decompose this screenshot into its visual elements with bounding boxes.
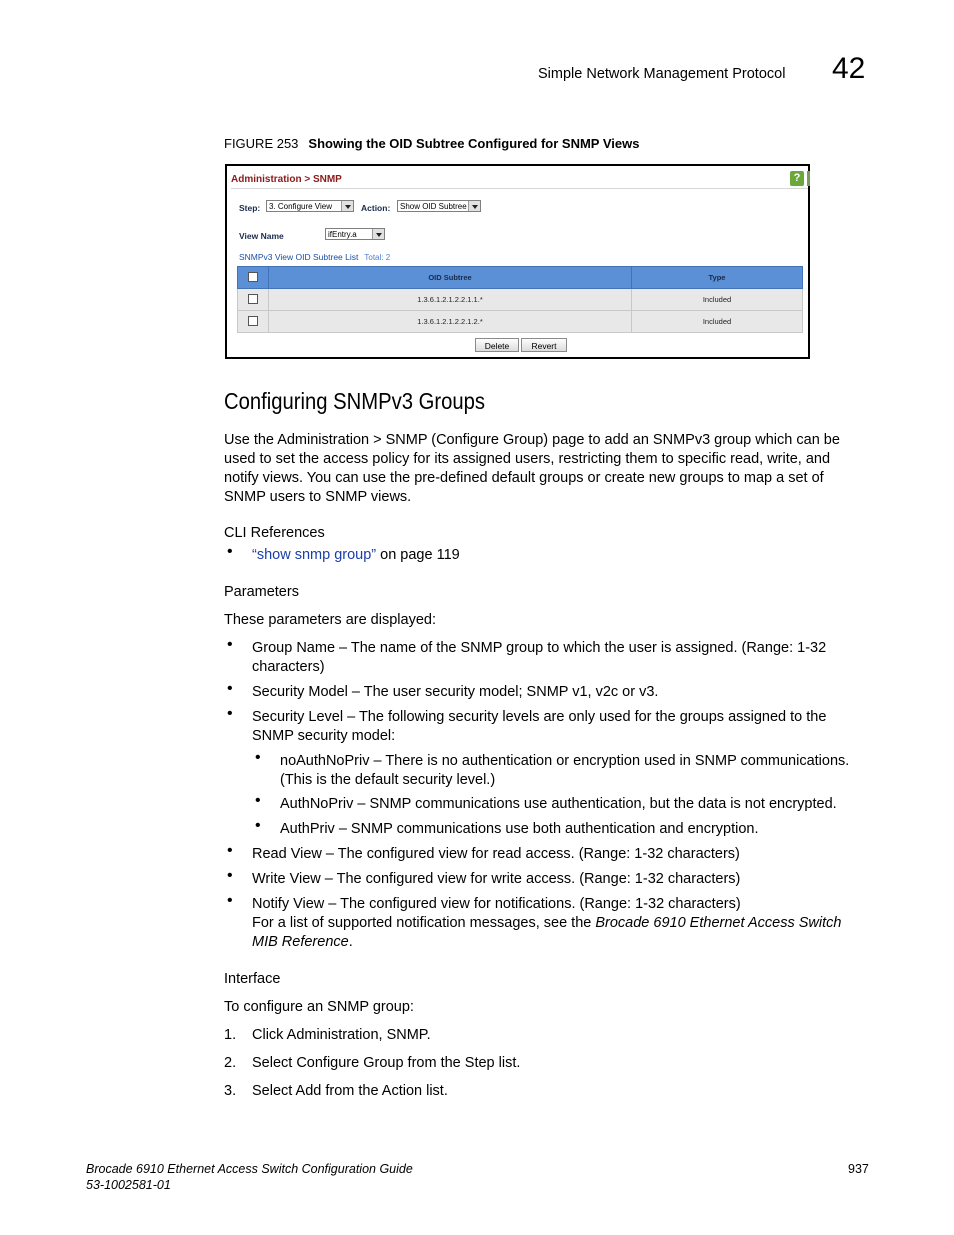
param-desc: – The configured view for read access. (Range: 1-32 characters) xyxy=(321,846,740,862)
bullet-icon: • xyxy=(227,867,233,884)
column-header-type: Type xyxy=(632,267,803,289)
notify-extra-end: . xyxy=(348,934,353,950)
row-checkbox[interactable] xyxy=(248,294,258,304)
bullet-icon: • xyxy=(227,680,233,697)
param-term: Group Name xyxy=(252,640,336,656)
running-header-title: Simple Network Management Protocol xyxy=(538,66,786,82)
figure-screenshot xyxy=(225,164,810,359)
chevron-down-icon xyxy=(341,201,353,211)
footer-page-number: 937 xyxy=(848,1162,869,1176)
select-all-cell xyxy=(238,267,269,289)
footer-doc-number: 53-1002581-01 xyxy=(86,1178,171,1192)
interface-heading: Interface xyxy=(224,971,281,987)
action-select[interactable] xyxy=(397,200,481,212)
oid-list-title xyxy=(239,252,390,262)
cli-references-heading: CLI References xyxy=(224,525,325,541)
table-row xyxy=(238,311,803,333)
action-label: Action: xyxy=(361,203,391,213)
param-write-view xyxy=(252,870,852,889)
figure-caption xyxy=(224,136,639,151)
type-cell: Included xyxy=(632,311,803,333)
figure-label: FIGURE 253 xyxy=(224,136,299,151)
view-name-select[interactable] xyxy=(325,228,385,240)
bullet-icon: • xyxy=(255,792,261,809)
oid-cell: 1.3.6.1.2.1.2.2.1.2.* xyxy=(269,311,632,333)
action-select-value: Show OID Subtree xyxy=(400,202,467,211)
delete-button[interactable]: Delete xyxy=(475,338,519,352)
notify-extra-text: For a list of supported notification messages, see the xyxy=(252,915,596,931)
param-desc: – The configured view for write access. (Range: 1-32 characters) xyxy=(320,871,741,887)
bullet-icon: • xyxy=(227,892,233,909)
chevron-down-icon xyxy=(372,229,384,239)
param-term: AuthNoPriv xyxy=(280,796,354,812)
param-noauthnopriv xyxy=(280,752,870,790)
param-term: Write View xyxy=(252,871,321,887)
bullet-icon: • xyxy=(227,636,233,653)
breadcrumb: Administration > SNMP xyxy=(231,174,342,185)
table-row xyxy=(238,289,803,311)
row-checkbox[interactable] xyxy=(248,316,258,326)
step-number: 1. xyxy=(224,1027,237,1043)
row-checkbox-cell xyxy=(238,289,269,311)
oid-list-title-text: SNMPv3 View OID Subtree List xyxy=(239,252,359,262)
bullet-icon: • xyxy=(255,749,261,766)
param-group-name xyxy=(252,639,852,677)
bullet-icon: • xyxy=(227,842,233,859)
bullet-icon: • xyxy=(227,543,233,560)
param-desc: – The name of the SNMP group to which the user is assigned. (Range: 1-32 characters) xyxy=(252,640,827,675)
oid-subtree-table xyxy=(237,266,803,333)
param-term: Notify View xyxy=(252,896,325,912)
parameters-heading: Parameters xyxy=(224,584,299,600)
param-authpriv xyxy=(280,820,870,839)
frame-edge-bar xyxy=(807,171,810,186)
revert-button[interactable]: Revert xyxy=(521,338,567,352)
param-authnopriv xyxy=(280,795,870,814)
section-title: Configuring SNMPv3 Groups xyxy=(224,388,485,414)
param-desc: – The following security levels are only used for the groups assigned to the SNMP security model: xyxy=(252,709,827,744)
step-number: 2. xyxy=(224,1055,237,1071)
oid-list-total: Total: 2 xyxy=(364,253,391,262)
type-cell: Included xyxy=(632,289,803,311)
mib-reference-title: Brocade 6910 Ethernet Access Switch MIB Reference xyxy=(252,915,842,950)
help-icon[interactable]: ? xyxy=(790,171,804,186)
cli-reference-page: on page 119 xyxy=(376,547,460,563)
param-security-level xyxy=(252,708,852,746)
step-select[interactable] xyxy=(266,200,354,212)
param-term: AuthPriv xyxy=(280,821,335,837)
step-number: 3. xyxy=(224,1083,237,1099)
param-term: Security Model xyxy=(252,684,348,700)
param-term: noAuthNoPriv xyxy=(280,753,370,769)
param-term: Security Level xyxy=(252,709,344,725)
step-text: Click Administration, SNMP. xyxy=(252,1027,431,1043)
step-text: Select Add from the Action list. xyxy=(252,1083,448,1099)
select-all-checkbox[interactable] xyxy=(248,272,258,282)
param-desc: – There is no authentication or encryption used in SNMP communications. (This is the default security level.) xyxy=(280,753,850,788)
table-header-row xyxy=(238,267,803,289)
interface-intro: To configure an SNMP group: xyxy=(224,999,414,1015)
oid-cell: 1.3.6.1.2.1.2.2.1.1.* xyxy=(269,289,632,311)
param-desc: – SNMP communications use both authentication and encryption. xyxy=(334,821,759,837)
show-snmp-group-link[interactable]: “show snmp group” xyxy=(252,547,377,563)
header-divider xyxy=(231,188,808,189)
view-name-value: ifEntry.a xyxy=(328,230,357,239)
param-notify-view xyxy=(252,895,862,952)
parameters-intro: These parameters are displayed: xyxy=(224,612,436,628)
param-term: Read View xyxy=(252,846,322,862)
step-text: Select Configure Group from the Step list. xyxy=(252,1055,521,1071)
row-checkbox-cell xyxy=(238,311,269,333)
param-desc: – The configured view for notifications. (Range: 1-32 characters) xyxy=(324,896,741,912)
footer-doc-title: Brocade 6910 Ethernet Access Switch Configuration Guide xyxy=(86,1162,413,1176)
bullet-icon: • xyxy=(227,705,233,722)
chevron-down-icon xyxy=(468,201,480,211)
column-header-oid: OID Subtree xyxy=(269,267,632,289)
figure-caption-text: Showing the OID Subtree Configured for SNMP Views xyxy=(308,136,640,151)
param-read-view xyxy=(252,845,852,864)
intro-paragraph: Use the Administration > SNMP (Configure Group) page to add an SNMPv3 group which can be used to set the access policy for its assigned users, restricting them to specific read, write, and notify views. You can use the pre-defined default groups or create new groups to map a set of SNMP users to SNMP views. xyxy=(224,432,840,505)
step-select-value: 3. Configure View xyxy=(269,202,332,211)
chapter-number: 42 xyxy=(832,52,866,85)
param-security-model xyxy=(252,683,852,702)
param-desc: – SNMP communications use authentication, but the data is not encrypted. xyxy=(353,796,837,812)
param-desc: – The user security model; SNMP v1, v2c or v3. xyxy=(347,684,659,700)
cli-reference-item xyxy=(252,546,460,565)
view-name-label: View Name xyxy=(239,231,284,241)
bullet-icon: • xyxy=(255,817,261,834)
step-label: Step: xyxy=(239,203,261,213)
